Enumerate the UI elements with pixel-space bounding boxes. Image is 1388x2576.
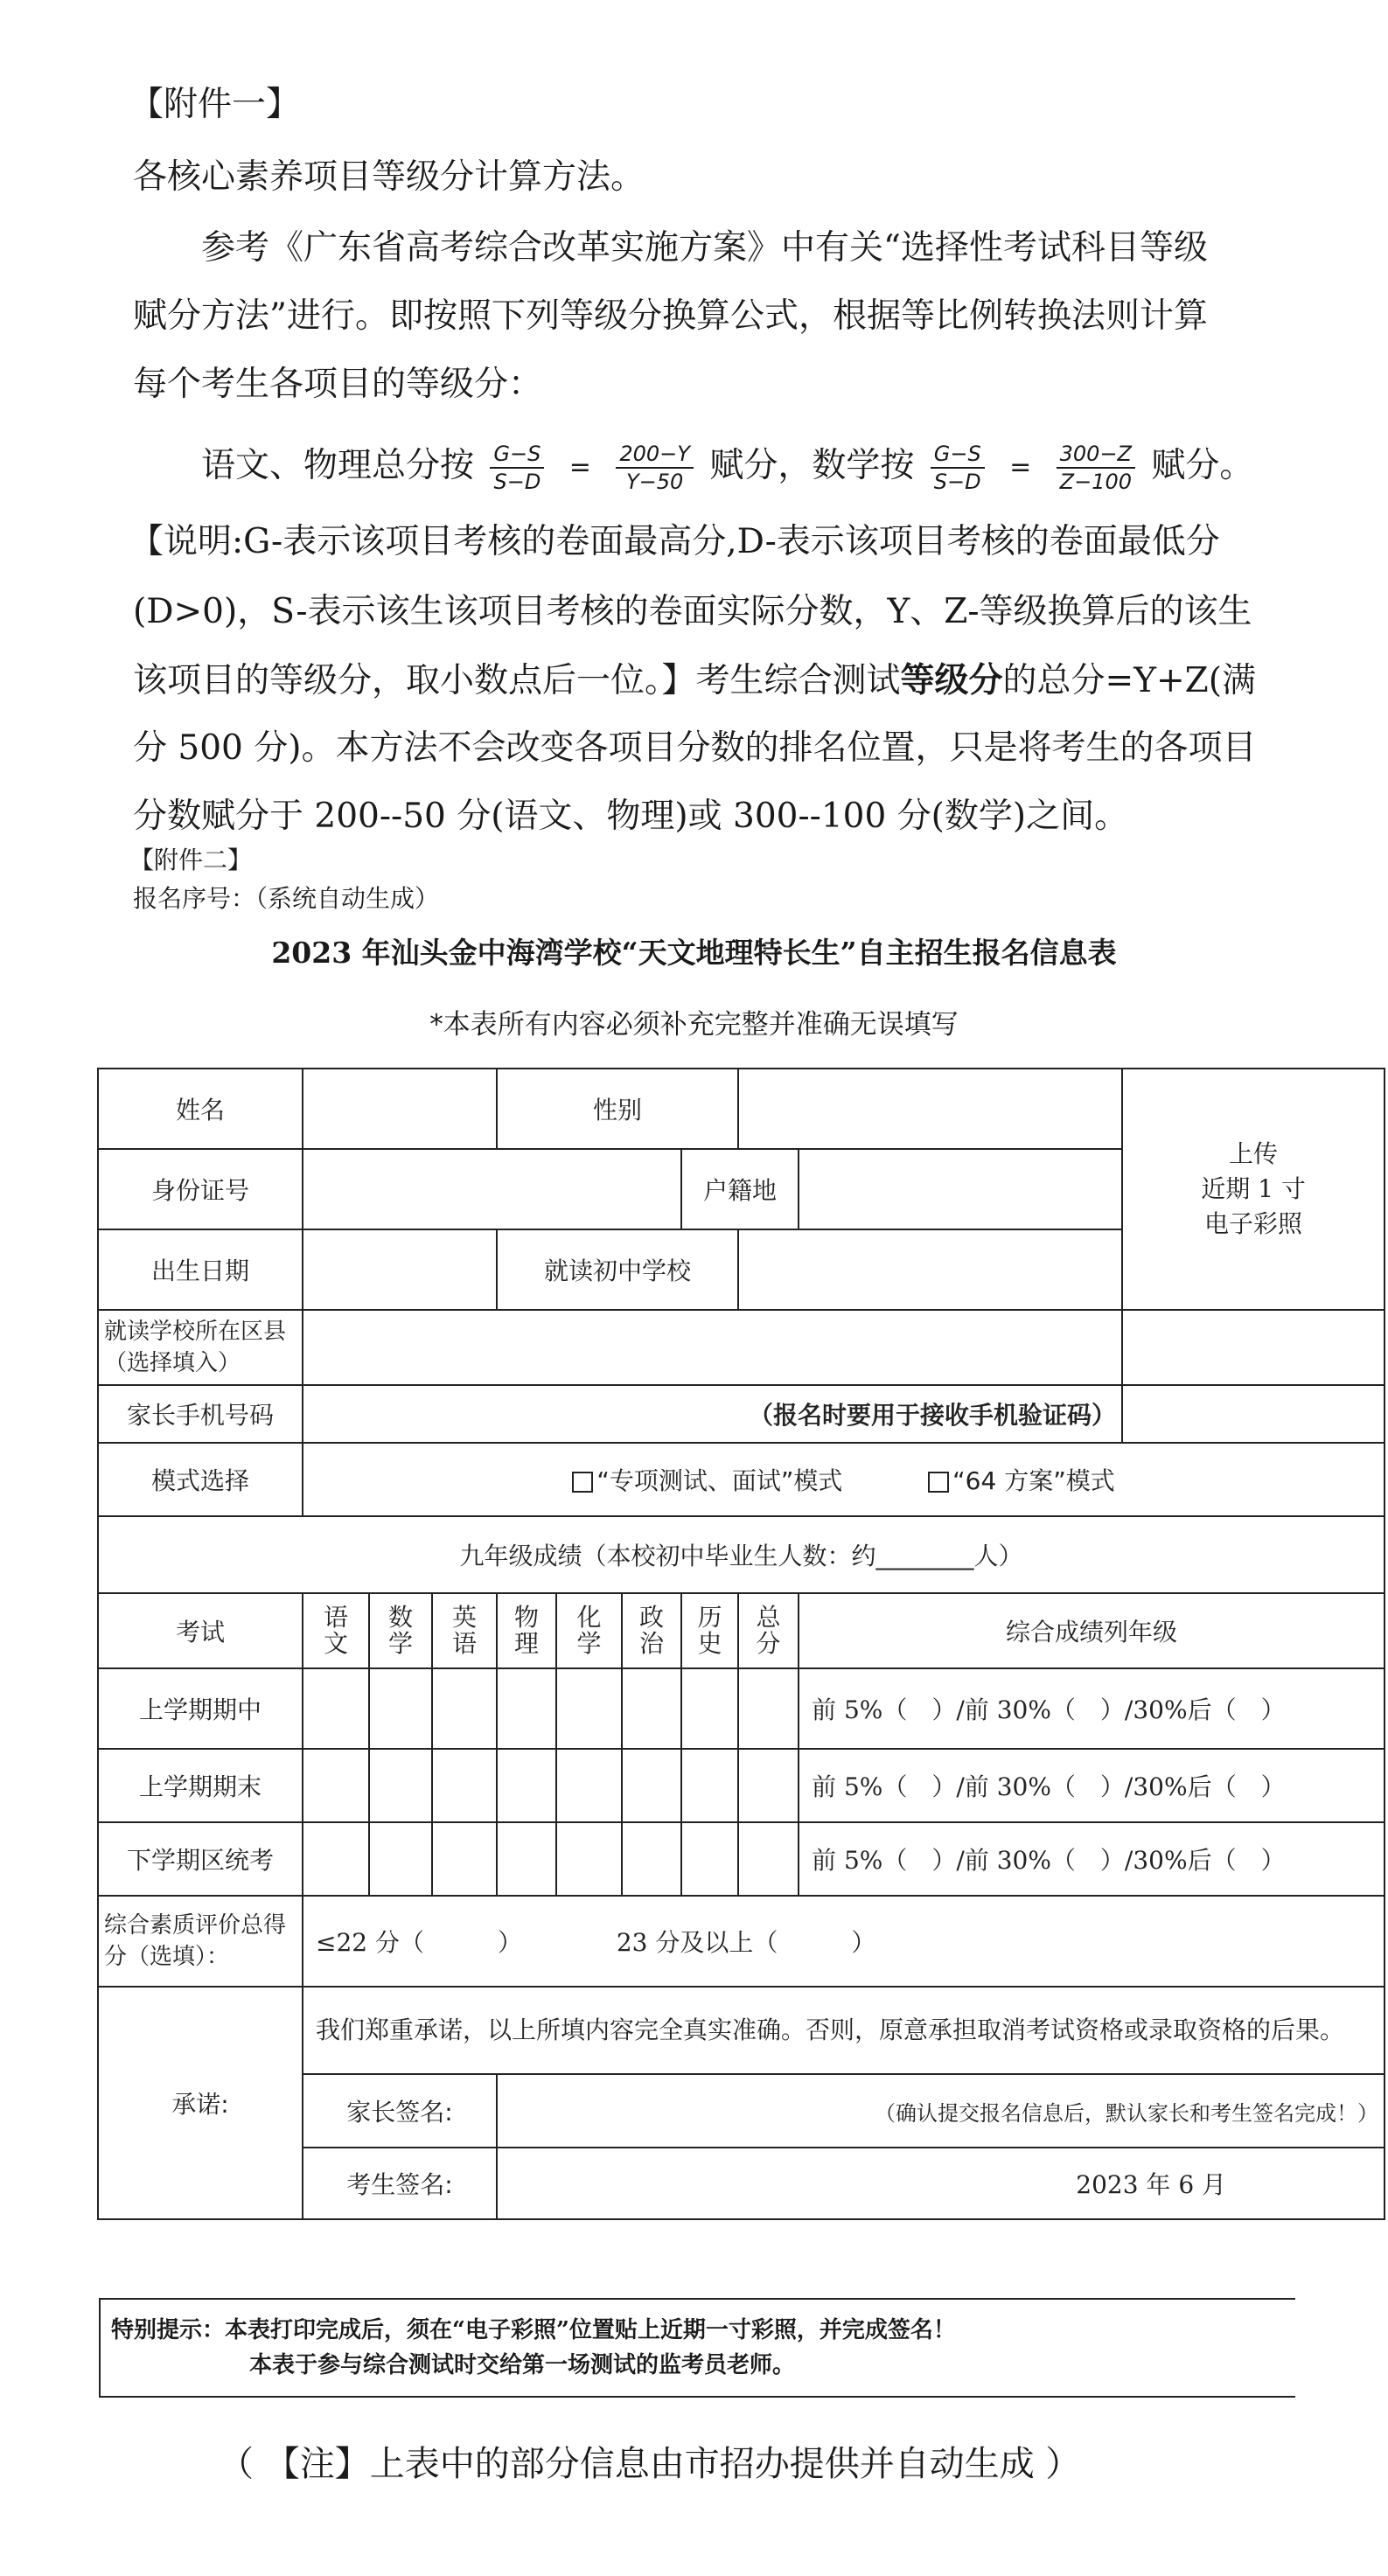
score-cell[interactable] xyxy=(556,1822,622,1896)
fraction-gs-sd xyxy=(490,441,544,495)
note-line-1: 【说明:G-表示该项目考核的卷面最高分,D-表示该项目考核的卷面最低分 xyxy=(129,522,1220,561)
rank-selection[interactable]: 前 5%（ ）/前 30%（ ）/30%后（ ） xyxy=(799,1822,1385,1896)
student-sign-label: 考生签名: xyxy=(303,2148,497,2219)
photo-area-extension xyxy=(1122,1310,1385,1385)
score-cell[interactable] xyxy=(369,1822,432,1896)
district-field[interactable] xyxy=(303,1310,1122,1385)
subject-header-math xyxy=(369,1593,432,1668)
intro-line-2: 赋分方法”进行。即按照下列等级分换算公式，根据等比例转换法则计算 xyxy=(133,296,1208,336)
id-number-field[interactable] xyxy=(303,1149,681,1229)
fraction-denominator: S−D xyxy=(493,470,541,494)
score-cell[interactable] xyxy=(681,1822,738,1896)
score-cell[interactable] xyxy=(497,1668,556,1749)
score-cell[interactable] xyxy=(432,1749,497,1822)
note-line-3 xyxy=(133,647,1256,714)
parent-sign-label: 家长签名: xyxy=(303,2074,497,2148)
parent-phone-field[interactable]: （报名时要用于接收手机验证码） xyxy=(303,1385,1122,1443)
checkbox-icon[interactable] xyxy=(928,1472,949,1493)
note-line-4: 分 500 分)。本方法不会改变各项目分数的排名位置，只是将考生的各项目 xyxy=(133,728,1257,768)
score-cell[interactable] xyxy=(738,1668,799,1749)
exam-column-header: 考试 xyxy=(98,1593,303,1668)
mode-option-2[interactable] xyxy=(928,1466,1115,1495)
serial-number: 报名序号：（系统自动生成） xyxy=(133,884,440,913)
promise-text: 我们郑重承诺，以上所填内容完全真实准确。否则，原意承担取消考试资格或录取资格的后果。 xyxy=(303,1987,1385,2074)
form-title: 2023 年汕头金中海湾学校“天文地理特长生”自主招生报名信息表 xyxy=(271,936,1117,970)
gender-field[interactable] xyxy=(738,1069,1122,1149)
score-cell[interactable] xyxy=(681,1749,738,1822)
fraction-z xyxy=(1057,441,1135,495)
score-cell[interactable] xyxy=(556,1749,622,1822)
hukou-field[interactable] xyxy=(799,1149,1122,1229)
middle-school-field[interactable] xyxy=(738,1229,1122,1310)
mode-option-1-label: “专项测试、面试”模式 xyxy=(596,1466,843,1495)
promise-label: 承诺: xyxy=(98,1987,303,2219)
special-notice-box xyxy=(99,2298,1295,2398)
district-label: 就读学校所在区县（选择填入） xyxy=(98,1310,303,1385)
footer-note: （ 【注】上表中的部分信息由市招办提供并自动生成 ） xyxy=(219,2444,1081,2484)
formula-line xyxy=(201,433,1253,501)
subject-label: 语文 xyxy=(324,1603,349,1658)
subject-label: 化学 xyxy=(576,1603,602,1658)
photo-upload-area[interactable] xyxy=(1122,1069,1385,1310)
score-cell[interactable] xyxy=(681,1668,738,1749)
note-line-2: (D>0)，S-表示该生该项目考核的卷面实际分数，Y、Z-等级换算后的该生 xyxy=(133,592,1252,631)
formula-suffix: 赋分。 xyxy=(1151,446,1254,485)
subject-label: 英语 xyxy=(452,1603,478,1658)
form-subtitle: *本表所有内容必须补充完整并准确无误填写 xyxy=(429,1009,959,1041)
score-cell[interactable] xyxy=(556,1668,622,1749)
parent-sign-field[interactable]: （确认提交报名信息后，默认家长和考生签名完成！） xyxy=(497,2074,1385,2148)
attachment1-header: 【附件一】 xyxy=(129,85,301,124)
formula-middle: 赋分，数学按 xyxy=(709,446,915,485)
quality-option-1[interactable]: ≤22 分（ ） xyxy=(316,1928,522,1957)
score-cell[interactable] xyxy=(303,1822,369,1896)
score-cell[interactable] xyxy=(622,1668,681,1749)
score-cell[interactable] xyxy=(432,1668,497,1749)
equals-sign-2: = xyxy=(1009,452,1032,483)
name-label: 姓名 xyxy=(98,1069,303,1149)
subject-label: 总分 xyxy=(756,1603,781,1658)
parent-phone-label: 家长手机号码 xyxy=(98,1385,303,1443)
notice-line-2: 本表于参与综合测试时交给第一场测试的监考员老师。 xyxy=(249,2352,796,2378)
subject-header-chemistry xyxy=(556,1593,622,1668)
equals-sign: = xyxy=(568,452,591,483)
score-cell[interactable] xyxy=(303,1749,369,1822)
score-cell[interactable] xyxy=(369,1668,432,1749)
birth-date-label: 出生日期 xyxy=(98,1229,303,1310)
exam-row-label: 上学期期中 xyxy=(98,1668,303,1749)
photo-area-extension-2 xyxy=(1122,1385,1385,1443)
hukou-label: 户籍地 xyxy=(681,1149,799,1229)
subject-label: 数学 xyxy=(388,1603,414,1658)
rank-selection[interactable]: 前 5%（ ）/前 30%（ ）/30%后（ ） xyxy=(799,1668,1385,1749)
subject-header-politics xyxy=(622,1593,681,1668)
quality-score-label: 综合素质评价总得分（选填）： xyxy=(98,1896,303,1987)
fraction-denominator: Z−100 xyxy=(1059,470,1132,494)
score-cell[interactable] xyxy=(738,1749,799,1822)
note-line-3-c: 的总分=Y+Z(满 xyxy=(1002,661,1256,700)
middle-school-label: 就读初中学校 xyxy=(497,1229,738,1310)
mode-label: 模式选择 xyxy=(98,1443,303,1516)
fraction-numerator: G−S xyxy=(931,441,985,469)
mode-options xyxy=(303,1443,1385,1516)
score-cell[interactable] xyxy=(497,1749,556,1822)
mode-option-2-label: “64 方案”模式 xyxy=(952,1466,1115,1495)
score-cell[interactable] xyxy=(497,1822,556,1896)
fraction-numerator: 300−Z xyxy=(1057,441,1135,469)
score-cell[interactable] xyxy=(622,1822,681,1896)
rank-column-header: 综合成绩列年级 xyxy=(799,1593,1385,1668)
notice-line-1: 特别提示：本表打印完成后，须在“电子彩照”位置贴上近期一寸彩照，并完成签名！ xyxy=(111,2317,956,2343)
calc-method-heading: 各核心素养项目等级分计算方法。 xyxy=(133,157,645,197)
photo-line-2: 近期 1 寸 xyxy=(1201,1174,1306,1203)
subject-label: 历史 xyxy=(697,1603,722,1658)
photo-line-3: 电子彩照 xyxy=(1204,1209,1303,1238)
score-cell[interactable] xyxy=(369,1749,432,1822)
exam-row-label: 下学期区统考 xyxy=(98,1822,303,1896)
grade9-scores-header: 九年级成绩（本校初中毕业生人数：约________人） xyxy=(98,1516,1385,1593)
photo-line-1: 上传 xyxy=(1229,1139,1279,1168)
quality-score-options xyxy=(303,1896,1385,1987)
fraction-y xyxy=(616,441,694,495)
quality-option-2[interactable]: 23 分及以上（ ） xyxy=(616,1928,876,1957)
name-field[interactable] xyxy=(303,1069,497,1149)
note-line-5: 分数赋分于 200--50 分(语文、物理)或 300--100 分(数学)之间。 xyxy=(133,797,1129,836)
registration-form-table xyxy=(97,1068,1385,2220)
mode-option-1[interactable] xyxy=(572,1466,842,1495)
fraction-denominator: Y−50 xyxy=(625,470,684,494)
intro-line-1: 参考《广东省高考综合改革实施方案》中有关“选择性考试科目等级 xyxy=(201,228,1208,268)
rank-selection[interactable]: 前 5%（ ）/前 30%（ ）/30%后（ ） xyxy=(799,1749,1385,1822)
attachment2-header: 【附件二】 xyxy=(129,846,253,874)
fraction-numerator: G−S xyxy=(490,441,544,469)
subject-label: 政治 xyxy=(639,1603,665,1658)
subject-header-history xyxy=(681,1593,738,1668)
subject-header-english xyxy=(432,1593,497,1668)
note-line-3-a: 该项目的等级分，取小数点后一位。】考生综合测试 xyxy=(133,661,901,700)
subject-header-total xyxy=(738,1593,799,1668)
score-cell[interactable] xyxy=(303,1668,369,1749)
formula-prefix: 语文、物理总分按 xyxy=(201,446,475,485)
intro-line-3: 每个考生各项目的等级分： xyxy=(133,365,543,404)
note-line-3-bold: 等级分 xyxy=(900,660,1003,700)
exam-row-label: 上学期期末 xyxy=(98,1749,303,1822)
subject-header-physics xyxy=(497,1593,556,1668)
score-cell[interactable] xyxy=(432,1822,497,1896)
id-number-label: 身份证号 xyxy=(98,1149,303,1229)
subject-label: 物理 xyxy=(514,1603,540,1658)
birth-date-field[interactable] xyxy=(303,1229,497,1310)
student-sign-field[interactable]: 2023 年 6 月 xyxy=(497,2148,1385,2219)
checkbox-icon[interactable] xyxy=(572,1472,593,1493)
gender-label: 性别 xyxy=(497,1069,738,1149)
fraction-gs-sd-2 xyxy=(931,441,985,495)
subject-header-chinese xyxy=(303,1593,369,1668)
score-cell[interactable] xyxy=(738,1822,799,1896)
fraction-denominator: S−D xyxy=(933,470,981,494)
score-cell[interactable] xyxy=(622,1749,681,1822)
fraction-numerator: 200−Y xyxy=(616,441,694,469)
